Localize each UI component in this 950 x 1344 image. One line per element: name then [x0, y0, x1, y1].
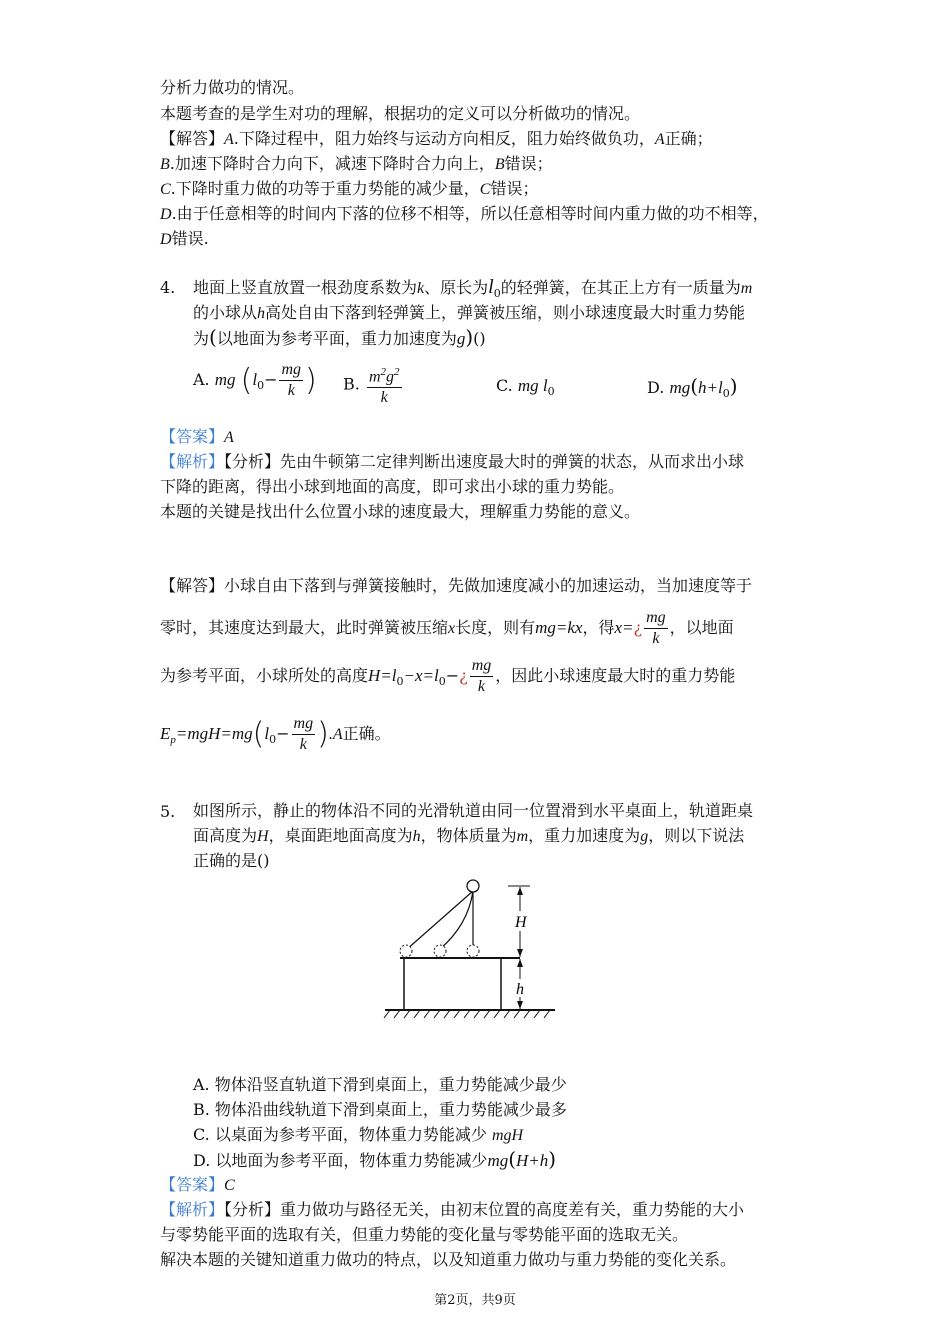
q4-option-b[interactable]: B. $\frac{m^2g^2}{k}$ — [343, 362, 404, 408]
q5-analysis-line-3: 解决本题的关键知道重力做功的特点，以及知道重力做功与重力势能的变化关系。 — [160, 1250, 737, 1269]
figure-label-h: h — [516, 981, 524, 998]
q4-solution-line-3: 为参考平面，小球所处的高度$H=l_0-x=l_0-¿$ $\frac{mg}{k}$ ，因此小球速度最大时的重力势能 — [160, 657, 736, 695]
q4-option-c[interactable]: C. mg $l_0$ — [496, 376, 555, 399]
q4-stem-line-1: 地面上竖直放置一根劲度系数为k、原长为$l_0$的轻弹簧，在其正上方有一质量为m — [193, 276, 753, 301]
figure-label-H: H — [515, 914, 527, 931]
prev-line-3: 【解答】A.下降过程中，阻力始终与运动方向相反，阻力始终做负功，A正确； — [160, 129, 713, 148]
q5-analysis-line-1: 【解析】【分析】重力做功与路径无关，由初末位置的高度差有关，重力势能的大小 — [160, 1200, 745, 1219]
q5-option-b[interactable]: B. 物体沿曲线轨道下滑到桌面上，重力势能减少最多 — [193, 1100, 567, 1119]
q5-option-c[interactable]: C. 以桌面为参考平面，物体重力势能减少 mgH — [193, 1125, 524, 1144]
q4-stem-line-3: 为(以地面为参考平面，重力加速度为g)() — [193, 325, 486, 349]
q5-stem-line-1: 如图所示，静止的物体沿不同的光滑轨道由同一位置滑到水平桌面上，轨道距桌 — [193, 801, 754, 820]
q5-stem-line-2: 面高度为H，桌面距地面高度为h，物体质量为m，重力加速度为g，则以下说法 — [193, 826, 745, 845]
q5-stem-line-3: 正确的是() — [193, 851, 270, 870]
q4-analysis-line-3: 本题的关键是找出什么位置小球的速度最大，理解重力势能的意义。 — [160, 502, 641, 521]
question-number-4: 4. — [160, 278, 176, 297]
q5-answer: 【答案】C — [160, 1175, 235, 1194]
q4-option-d[interactable]: D. $mg(h+l_0)$ — [647, 374, 738, 401]
q4-solution-line-2: 零时，其速度达到最大，此时弹簧被压缩x长度，则有mg=kx，得x=¿ $\frac{mg}{k}$ ，以地面 — [160, 609, 734, 647]
prev-line-4: B.加速下降时合力向下，减速下降时合力向上，B错误； — [160, 154, 553, 173]
q5-analysis-line-2: 与零势能平面的选取有关，但重力势能的变化量与零势能平面的选取无关。 — [160, 1225, 689, 1244]
page-footer: 第2页，共9页 — [434, 1293, 516, 1308]
prev-line-2: 本题考查的是学生对功的理解，根据功的定义可以分析做功的情况。 — [160, 104, 641, 123]
prev-line-1: 分析力做功的情况。 — [160, 78, 305, 97]
q4-solution-line-1: 【解答】小球自由下落到与弹簧接触时，先做加速度减小的加速运动，当加速度等于 — [160, 576, 753, 595]
q4-answer: 【答案】A — [160, 427, 234, 446]
prev-line-5: C.下降时重力做的功等于重力势能的减少量，C错误； — [160, 179, 539, 198]
prev-line-6: D.由于任意相等的时间内下落的位移不相等，所以任意相等时间内重力做的功不相等， — [160, 204, 769, 223]
q4-solution-line-4: $E_p=mgH=mg(l_0-$ $\frac{mg}{k}$ ).A正确。 — [160, 715, 391, 753]
q4-stem-line-2: 的小球从h高处自由下落到轻弹簧上，弹簧被压缩，则小球速度最大时重力势能 — [193, 303, 746, 322]
prev-line-7: D错误. — [160, 229, 209, 248]
question-number-5: 5. — [160, 802, 176, 821]
q5-option-a[interactable]: A. 物体沿竖直轨道下滑到桌面上，重力势能减少最少 — [193, 1075, 567, 1094]
q4-analysis-line-1: 【解析】【分析】先由牛顿第二定律判断出速度最大时的弹簧的状态，从而求出小球 — [160, 452, 745, 471]
q4-option-a[interactable]: A. mg ($l_0-$ $\frac{mg}{k}$ ) — [193, 361, 317, 399]
q5-option-d[interactable]: D. 以地面为参考平面，物体重力势能减少mg(H+h) — [193, 1147, 557, 1171]
q4-analysis-line-2: 下降的距离，得出小球到地面的高度，即可求出小球的重力势能。 — [160, 477, 625, 496]
q5-track-figure — [380, 875, 560, 1035]
